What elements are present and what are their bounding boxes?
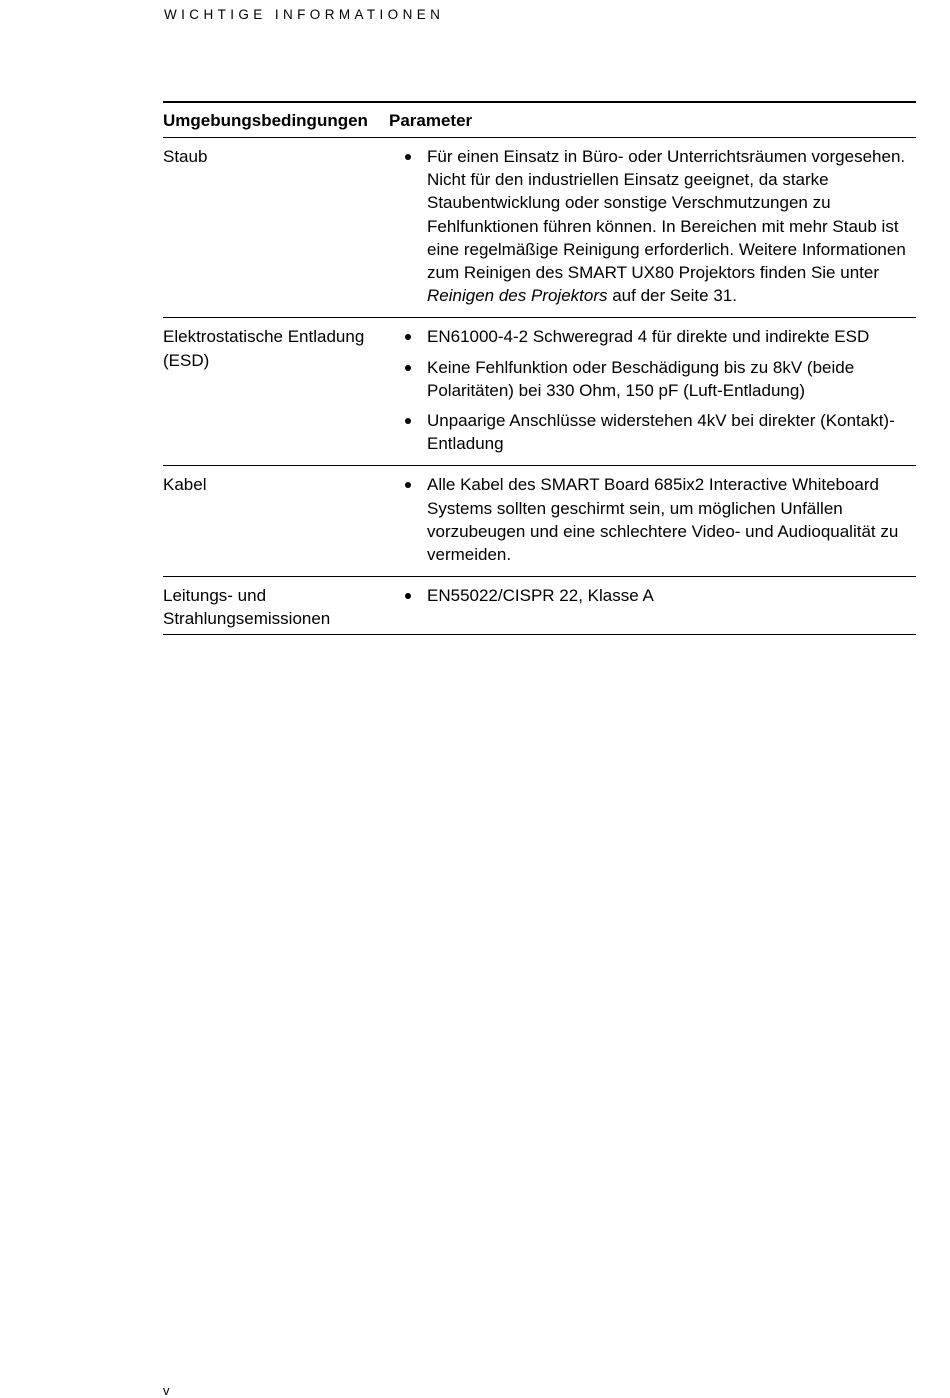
table-row [163,138,916,318]
table-row [163,577,916,634]
cross-reference-link[interactable]: Reinigen des Projektors [427,286,608,306]
condition-cell: Kabel [163,475,207,495]
running-header: WICHTIGE INFORMATIONEN [164,7,445,22]
table-header-row [163,103,916,138]
bullet-dot-icon [405,365,411,371]
bullet-dot-icon [405,334,411,340]
parameter-cell [399,325,916,462]
bullet-text: Alle Kabel des SMART Board 685ix2 Interactive Whiteboard Systems sollten geschirmt sein, um möglichen Unfällen vorzubeugen und eine schlechtere Video- und Audioqualität zu vermeiden. [427,475,899,565]
column-header-conditions: Umgebungsbedingungen [163,111,368,130]
bullet-item [399,145,916,307]
bullet-text: EN61000-4-2 Schweregrad 4 für direkte und indirekte ESD [427,327,870,347]
bullet-dot-icon [405,418,411,424]
bullet-text: Für einen Einsatz in Büro- oder Unterrichtsräumen vorgesehen. Nicht für den industriellen Einsatz geeignet, da starke Staubentwicklung oder sonstige Verschmutzungen zu Fehlfunktionen führen können. In Bereichen mit mehr Staub ist eine regelmäßige Reinigung erforderlich. Weitere Informationen zum Reinigen des SMART UX80 Projektors finden Sie unter [427,147,906,283]
table-row [163,318,916,466]
bullet-item [399,584,916,607]
parameter-cell [399,473,916,573]
bullet-dot-icon [405,154,411,160]
page-number: v [163,1383,170,1398]
bullet-text-tail: auf der Seite 31. [607,286,737,306]
bullet-item [399,356,916,402]
environment-table [163,101,916,635]
bullet-text: Keine Fehlfunktion oder Beschädigung bis zu 8kV (beide Polaritäten) bei 330 Ohm, 150 pF (Luft-Entladung) [427,357,855,400]
column-header-parameter: Parameter [389,111,473,130]
table-row [163,466,916,577]
parameter-cell [399,145,916,314]
condition-cell: Leitungs- und Strahlungsemissionen [163,586,331,629]
bullet-dot-icon [405,593,411,599]
bullet-item [399,409,916,455]
bullet-text: Unpaarige Anschlüsse widerstehen 4kV bei direkter (Kontakt)-Entladung [427,411,895,454]
bullet-dot-icon [405,482,411,488]
bullet-text: EN55022/CISPR 22, Klasse A [427,586,654,606]
condition-cell: Elektrostatische Entladung (ESD) [163,327,365,370]
bullet-item [399,473,916,566]
parameter-cell [399,584,916,630]
condition-cell: Staub [163,147,208,166]
bullet-item [399,325,916,348]
